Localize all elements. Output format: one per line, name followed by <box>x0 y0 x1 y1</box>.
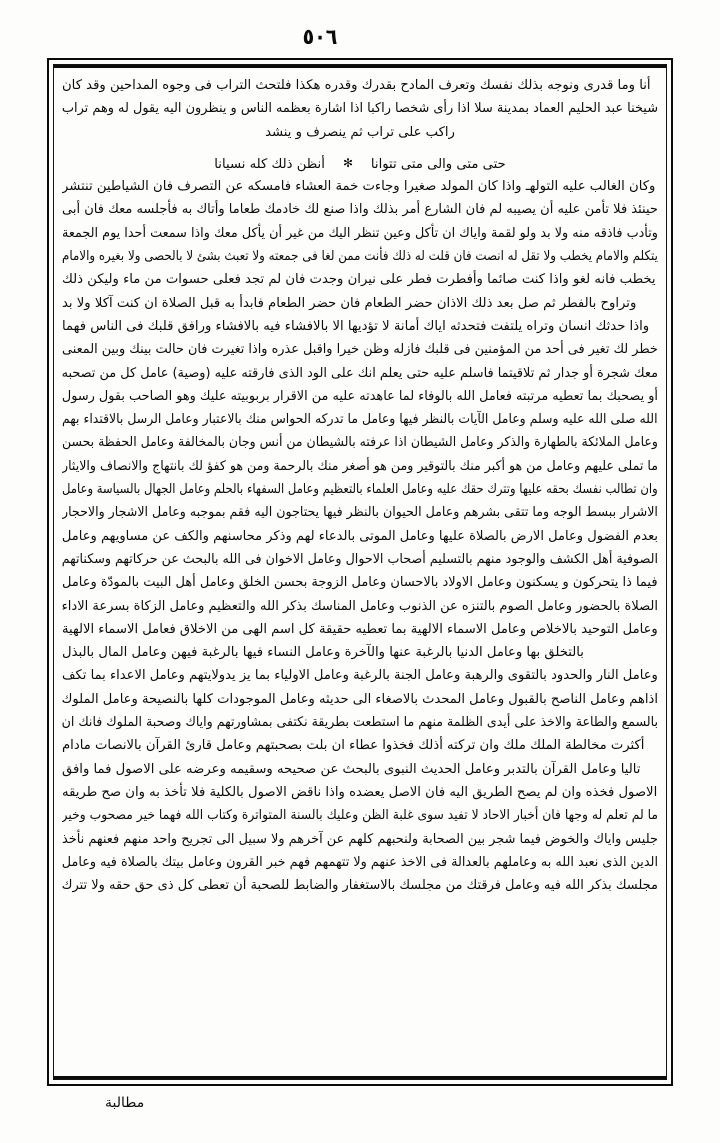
body-line: اذاهم وعامل الناصح بالقبول وعامل المحدث بالاصغاء الى حديثه وعامل الموجودات كلها بالنصيحة وعامل الملوك <box>62 691 658 707</box>
body-line: وكان الغالب عليه التولهـ واذا كان المولد صغيرا وجاءت خمة العشاء فامسكه عن التصرف فان الشياطين تنتشر <box>62 179 656 195</box>
body-line: الصوفية أهل الكشف والوجود منهم بالتسليم أصحاب الاحوال وعامل الاخوان فى الله بالبحث عن حركاتهم وسكناتهم <box>62 551 658 567</box>
body-line: بعدم الفضول وعامل الارض بالصلاة عليها وعامل الموتى بالدعاء لهم وذكر محاسنهم والكف عن مساويهم وعامل <box>62 528 658 544</box>
body-line: فيما ذا يتحركون و يسكنون وعامل الاولاد بالاحسان وعامل الزوجة بحسن الخلق وعامل أهل البيت بالمودّة وعامل <box>62 575 658 591</box>
text-frame-inner <box>53 64 667 1080</box>
text-block <box>62 74 658 1073</box>
page-number: ٥٠٦ <box>302 23 338 50</box>
body-line: الدين الذى نعبد الله به وعاملهم بالعدالة فى الاخذ عنهم ولا تتهمهم فهم خبر القرون وعامل بيتك بالصلاة فيه وعامل <box>62 854 658 870</box>
paragraph-gap <box>62 144 658 152</box>
folio-row <box>0 22 720 52</box>
body-line: أنا وما قدرى ونوجه بذلك نفسك وتعرف المادح بقدرك وقدره هكذا فلتحث التراب فى وجوه المداحين وقد كان <box>62 78 651 93</box>
body-line: الاصول فخذه وان لم يصح الطريق اليه فان الاصل يعضده واذا ناقض الاصول بالكلية فلا تأخذ به وان صح طريقه <box>62 784 658 800</box>
body-line: مجلسك بذكر الله فيه وعامل فرقتك من مجلسك بالاستغفار والضابط للصحبة أن تعطى كل ذى حق حقه ولا تترك <box>62 878 658 894</box>
verse-line <box>62 152 658 175</box>
verse-hemistich-left: أنظن ذلك كله نسيانا <box>214 156 325 172</box>
body-line: جليس واياك والخوض فيما شجر بين الصحابة ولنحبهم كلهم عن آخرهم ولا سبيل الى تجريح واحد منهم فعنهم نأخذ <box>62 831 658 847</box>
body-line: وعامل النار والحدود بالتقوى والرهبة وعامل الجنة بالرغبة وعامل الاولياء بما يز يدولايتهم وعامل الاعداء بما تكف <box>62 668 658 684</box>
body-line: وان تطالب نفسك بحقه عليها وتترك حقك عليه وعامل العلماء بالتعظيم وعامل السفهاء بالحلم وعامل الجهال بالسياسة وعامل <box>62 482 658 498</box>
body-line: يتكلم والامام يخطب ولا تقل له انصت فان قلت له ذلك فأنت ممن لغا فى جمعته ولا تعبث بشئ لا بالحصى ولا بغيره والامام <box>62 249 658 265</box>
body-line: حينئذ فلا تأمن عليه أن يصيبه لم فان الشارع أمر بذلك واذا صنع لك خادمك طعاما وأتاك به فأجلسه معك فان أبى <box>62 202 658 218</box>
catchword: مطالبة <box>105 1095 145 1111</box>
body-line: وعامل الملائكة بالطهارة والذكر وعامل الشيطان اذا عرفته بالشيطان من أنس وجان بالمخالفة وعامل الحفظة بحسن <box>62 435 658 451</box>
verse-separator-icon: ✻ <box>342 155 353 170</box>
frame-rule-bottom <box>54 1076 666 1079</box>
body-line: خطر لك تغير فى أحد من المؤمنين فى قلبك فازله وظن خيرا واقبل عذره واذا تغيرت فان حالت بينك وبين المعنى <box>62 342 658 358</box>
body-line: وتأدب فاذقه منه ولا بد ولو لقمة واياك ان تأكل وعين تنظر اليك من غير أن يأكل معك واذا سمعت أحدا يوم الجمعة <box>62 225 658 241</box>
body-line: الصلاة بالحضور وعامل الصوم بالتنزه عن الذنوب وعامل المناسك بذكر الله والتعظيم وعامل الزكاة بسرعة الاداء <box>62 598 658 614</box>
body-line: أو يصحبك بما تعطيه مرتبته فعامل الله بالوفاء لما عاهدته عليه من الاقرار بربوبيته عليك وهو الصاحب بقول رسول <box>62 388 658 404</box>
body-line: تاليا وعامل القرآن بالتدبر وعامل الحديث النبوى بالبحث عن صحيحه وسقيمه وعرضه على الاصول فما وافق <box>62 761 641 777</box>
frame-rule-top <box>54 65 666 68</box>
text-frame <box>47 58 673 1086</box>
verse-hemistich-right: حتى متى والى متى تتوانا <box>370 156 506 172</box>
body-line: الاشرار ببسط الوجه وما تتقى بشرهم وعامل الحيوان بالنظر فيها يحتاجون اليه فقم بموجبه وعامل الاشجار والاحجار <box>62 505 658 521</box>
catchword-row <box>47 1092 673 1122</box>
body-line: ما تملى عليهم وعامل من هو أكبر منك بالتوقير ومن هو أصغر منك بالرحمة ومن هو كفؤ لك بانتهاج والانصاف والايثار <box>62 458 658 474</box>
body-line: راكب على تراب ثم ينصرف و ينشد <box>265 124 455 140</box>
body-line: وتراوح بالفطر ثم صل بعد ذلك الاذان حضر الطعام فان حضر الطعام فابدأ به قبل الصلاة ان كنت آكلا ولا بد <box>62 295 637 311</box>
body-line: أكثرت مخالطة الملك ملك وان تركته أذلك فخذوا عطاء ان بلت بصحبتهم وعامل قارئ القرآن بالانصات مادام <box>62 738 645 754</box>
body-line: بالتخلق بها وعامل الدنيا بالرغبة عنها والآخرة وعامل النساء فيها بالرغبة فيهن وعامل المال بالبذل <box>62 645 584 661</box>
body-line: واذا حدثك انسان وتراه يلتفت فتحدثه اياك أمانة لا تؤديها الا بالافشاء فيه بالافشاء ورافق قلبك فى الناس فهما <box>62 318 650 334</box>
body-line: ما لم تعلم له وجها فان أخبار الاحاد لا تفيد سوى غلبة الظن وعليك بالسنة المتواترة وكتاب الله فهما خير مصحوب وخير <box>62 808 658 824</box>
body-line: شيخنا عبد الحليم العماد بمدينة سلا اذا رأى شخصا راكبا اذا اشارة بعظمه الناس و ينظرون اليه يقول له وهم تراب <box>62 101 658 117</box>
body-line: يخطب فانه لغو واذا كنت صائما وأفطرت فطر على نيران وجدت فان لم تجد فعلى حسوات من ماء وليكن ذلك <box>62 272 656 288</box>
body-line: بالسمع والطاعة والاخذ على أيدى الظلمة منهم ما استطعت بطريقة نكتفى بمشاورتهم واياك وصحبة الملوك فانك ان <box>62 715 658 731</box>
body-line-with-section-heading: معك شجرة أو جدار ثم تلاقيتما فاسلم عليه حتى يعلم انك على الود الذى فارقته عليه (وصية) عامل كل من تصحبه <box>62 365 658 381</box>
body-line: الله صلى الله عليه وسلم وعامل الآيات بالنظر فيها وعامل ما تدركه الحواس منك بالاعتبار وعامل الرسل بالاقتداء بهم <box>62 412 658 428</box>
body-line: وعامل التوحيد بالاخلاص وعامل الاسماء الالهية بما تعطيه حقيقة كل اسم الهى من الاخلاق فعامل الاسماء الالهية <box>62 621 658 637</box>
